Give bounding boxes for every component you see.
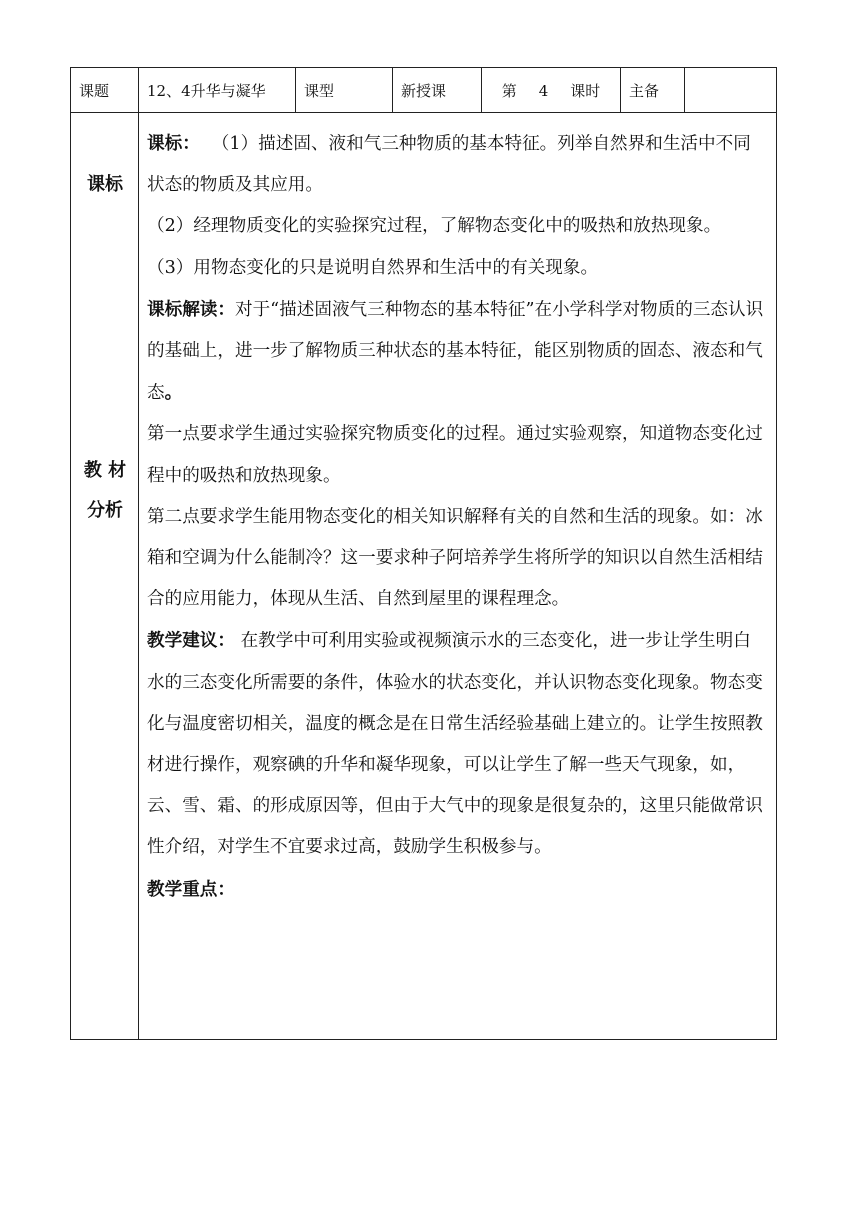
body-row	[71, 113, 777, 1040]
advice-text: 在教学中可利用实验或视频演示水的三态变化，进一步让学生明白水的三态变化所需要的条件，体验水的状态变化，并认识物态变化现象。物态变化与温度密切相关，温度的概念是在日常生活经验基础上建立的。让学生按照教材进行操作，观察碘的升华和凝华现象，可以让学生了解一些天气现象，如，云、雪、霜、的形成原因等，但由于大气中的现象是很复杂的，这里只能做常识性介绍，对学生不宜要求过高，鼓励学生积极参与。	[147, 631, 763, 858]
left-label-cell	[71, 113, 139, 1040]
point-2-paragraph: 第二点要求学生能用物态变化的相关知识解释有关的自然和生活的现象。如：冰箱和空调为什么能制冷？这一要求种子阿培养学生将所学的知识以自然生活相结合的应用能力，体现从生活、自然到屋里的课程理念。	[147, 506, 763, 610]
lesson-plan-sheet	[70, 67, 776, 1040]
material-side-label-line1: 教 材	[83, 460, 127, 481]
topic-label: 课题	[71, 68, 139, 113]
standard-paragraph-2: （2）经理物质变化的实验探究过程，了解物态变化中的吸热和放热现象。	[147, 216, 722, 237]
type-value: 新授课	[393, 68, 482, 113]
header-row	[71, 68, 777, 113]
period-number: 4	[538, 81, 549, 100]
interpret-title: 课标解读：	[147, 298, 235, 320]
standard-paragraph-3: （3）用物态变化的只是说明自然界和生活中的有关现象。	[147, 257, 599, 278]
prepare-label: 主备	[621, 68, 685, 113]
interpret-paragraph	[147, 289, 768, 415]
prepare-value	[685, 68, 777, 113]
standard-title: 课标：	[147, 133, 200, 154]
focus-title: 教学重点：	[147, 878, 235, 900]
standard-side-label: 课标	[87, 174, 123, 195]
point-1-paragraph: 第一点要求学生通过实验探究物质变化的过程。通过实验观察，知道物态变化过程中的吸热和放热现象。	[147, 424, 763, 486]
period-cell	[482, 68, 621, 113]
topic-value: 12、4升华与凝华	[139, 68, 296, 113]
standard-1-text: （1）描述固、液和气三种物质的基本特征。列举自然界和生活中不同状态的物质及其应用。	[147, 134, 751, 196]
content-body	[139, 113, 776, 1039]
advice-title: 教学建议：	[147, 630, 235, 652]
material-side-label-line2: 分析	[87, 500, 123, 521]
interpret-text: 对于“描述固液气三种物态的基本特征”在小学科学对物质的三态认识的基础上，进一步了解物质三种状态的基本特征，能区别物质的固态、液态和气态	[147, 299, 764, 404]
interpret-end: 。	[164, 382, 183, 404]
standard-paragraph-1	[147, 123, 768, 206]
period-prefix: 第	[501, 81, 517, 100]
lesson-plan-table	[70, 67, 777, 1040]
advice-paragraph	[147, 620, 768, 868]
period-suffix: 课时	[570, 81, 601, 100]
type-label: 课型	[296, 68, 393, 113]
content-cell	[139, 113, 777, 1040]
